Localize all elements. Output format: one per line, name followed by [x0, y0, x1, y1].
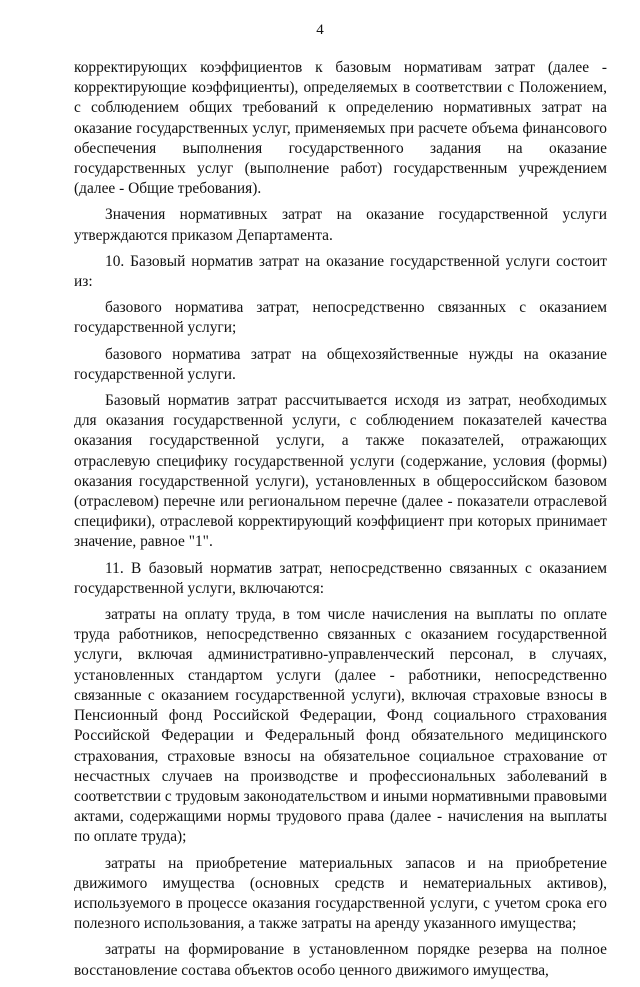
paragraph-calculation: Базовый норматив затрат рассчитывается исходя из затрат, необходимых для оказания государственной услуги, с соблюдением показателей качества оказания государственной услуги, а также показателей, отражающих отраслевую специфику государственной услуги (содержание, условия (формы) оказания государственной услуги), установленных в общероссийском базовом (отраслевом) перечне или региональном перечне (далее - показатели отраслевой специфики), отраслевой корректирующий коэффициент при которых принимает значение, равное "1".	[74, 392, 607, 551]
paragraph-general-costs: базового норматива затрат на общехозяйственные нужды на оказание государственной услуги.	[74, 345, 607, 383]
paragraph-labor-costs: затраты на оплату труда, в том числе начисления на выплаты по оплате труда работников, непосредственно связанных с оказанием государственной услуги, включая административно-управленческий персонал, в случаях, установленных стандартом услуги (далее - работники, непосредственно связанные с оказанием государственной услуги), включая страховые взносы в Пенсионный фонд Российской Федерации, Фонд социального страхования Российской Федерации и Федеральный фонд обязательного медицинского страхования, страховые взносы на обязательное социальное страхование от несчастных случаев на производстве и профессиональных заболеваний в соответствии с трудовым законодательством и иными нормативными правовыми актами, содержащими нормы трудового права (далее - начисления на выплаты по оплате труда);	[74, 606, 607, 846]
paragraph-item-11: 11. В базовый норматив затрат, непосредственно связанных с оказанием государственной услуги, включаются:	[74, 559, 607, 597]
paragraph-direct-costs: базового норматива затрат, непосредственно связанных с оказанием государственной услуги;	[74, 299, 607, 337]
paragraph-continuation: корректирующих коэффициентов к базовым нормативам затрат (далее - корректирующие коэффициенты), определяемых в соответствии с Положением, с соблюдением общих требований к определению нормативных затрат на оказание государственных услуг, применяемых при расчете объема финансового обеспечения выполнения государственного задания на оказание государственных услуг (выполнение работ) государственным учреждением (далее - Общие требования).	[74, 59, 607, 198]
paragraph-item-10: 10. Базовый норматив затрат на оказание государственной услуги состоит из:	[74, 252, 607, 291]
paragraph-reserve-costs: затраты на формирование в установленном порядке резерва на полное восстановление состава объектов особо ценного движимого имущества,	[74, 941, 607, 979]
page-number: 4	[316, 22, 324, 38]
document-body	[74, 58, 607, 987]
paragraph-normative-values: Значения нормативных затрат на оказание государственной услуги утверждаются приказом Департамента.	[74, 206, 607, 244]
paragraph-materials-costs: затраты на приобретение материальных запасов и на приобретение движимого имущества (основных средств и нематериальных активов), используемого в процессе оказания государственной услуги, с учетом срока его полезного использования, а также затраты на аренду указанного имущества;	[74, 854, 607, 933]
